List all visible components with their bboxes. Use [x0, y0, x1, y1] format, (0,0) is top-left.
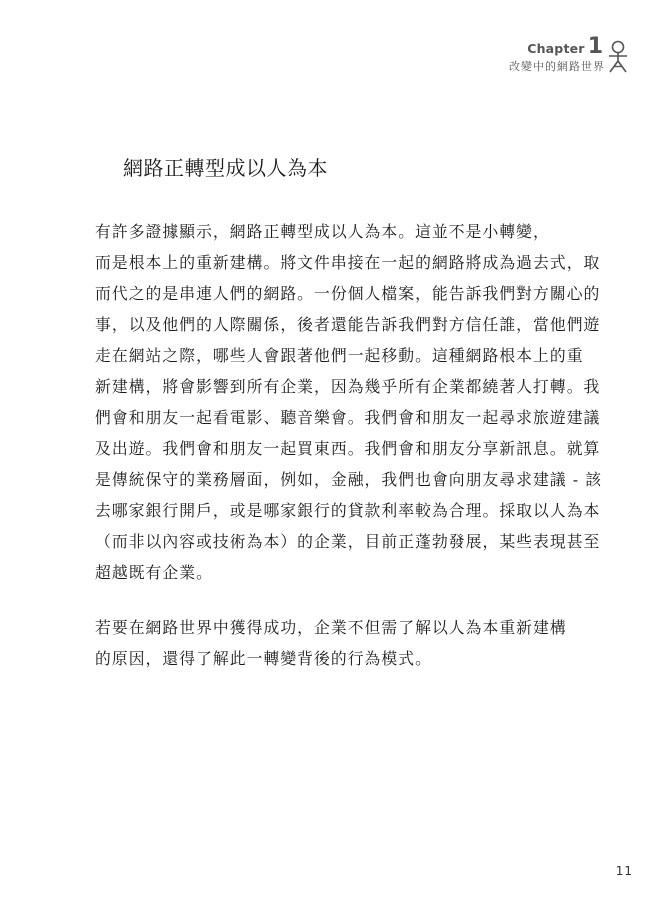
- paragraph-line: 有許多證據顯示，網路正轉型成以人為本。這並不是小轉變，: [95, 222, 550, 241]
- chapter-word: Chapter: [527, 41, 585, 56]
- paragraph-line: 走在網站之際，哪些人會跟著他們一起移動。這種網路根本上的重: [95, 346, 584, 365]
- running-header: [409, 34, 629, 78]
- paragraph-line: 及出遊。我們會和朋友一起買東西。我們會和朋友分享新訊息。就算: [95, 439, 601, 458]
- paragraph-line: 的原因，還得了解此一轉變背後的行為模式。: [95, 649, 432, 668]
- people-figure-icon: [607, 40, 629, 74]
- section-title: 網路正轉型成以人為本: [123, 156, 328, 180]
- body-paragraph-1: [95, 216, 603, 588]
- paragraph-line: 事，以及他們的人際關係，後者還能告訴我們對方信任誰，當他們遊: [95, 315, 601, 334]
- body-paragraph-2: [95, 612, 581, 674]
- paragraph-line: 是傳統保守的業務層面，例如，金融，我們也會向朋友尋求建議 - 該: [95, 470, 603, 489]
- chapter-title: 改變中的網路世界: [509, 60, 605, 73]
- paragraph-line: （而非以內容或技術為本）的企業，目前正蓬勃發展，某些表現甚至: [95, 532, 601, 551]
- chapter-number: 1: [587, 34, 603, 59]
- paragraph-line: 新建構，將會影響到所有企業，因為幾乎所有企業都繞著人打轉。我: [95, 377, 601, 396]
- chapter-label: [527, 34, 603, 59]
- page-number: 11: [615, 864, 633, 878]
- paragraph-line: 若要在網路世界中獲得成功，企業不但需了解以人為本重新建構: [95, 618, 567, 637]
- paragraph-line: 而是根本上的重新建構。將文件串接在一起的網路將成為過去式，取: [95, 253, 601, 272]
- paragraph-line: 去哪家銀行開戶，或是哪家銀行的貸款利率較為合理。採取以人為本: [95, 501, 601, 520]
- paragraph-line: 而代之的是串連人們的網路。一份個人檔案，能告訴我們對方關心的: [95, 284, 601, 303]
- paragraph-line: 超越既有企業。: [95, 563, 213, 582]
- paragraph-line: 們會和朋友一起看電影、聽音樂會。我們會和朋友一起尋求旅遊建議: [95, 408, 601, 427]
